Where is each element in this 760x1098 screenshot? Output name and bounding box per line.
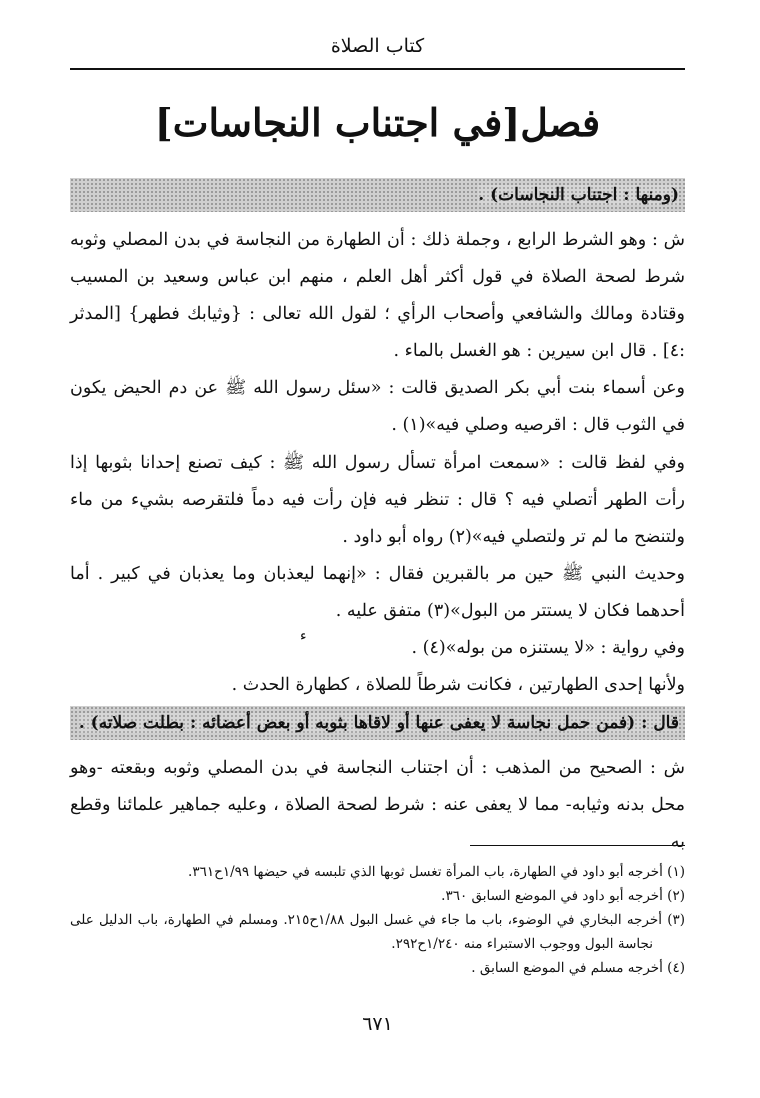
hadith-paragraph: وفي لفظ قالت : «سمعت امرأة تسأل رسول الله ﷺ : كيف تصنع إحدانا بثوبها إذا رأت الطهر أتصلي فيه ؟ قال : تنظر فيه فإن رأت فيه دماً فلتقرصه بشيء من ماء ولتنضح ما لم تر ولتصلي فيه»(٢) رواه أبو داود . [70, 453, 685, 547]
narration-line [70, 630, 685, 667]
narration-text: وفي رواية : «لا يستنزه من بوله»(٤) . [411, 638, 685, 658]
matn-band [70, 178, 685, 212]
hadith-paragraph: وحديث النبي ﷺ حين مر بالقبرين فقال : «إنهما ليعذبان وما يعذبان في كبير . أما أحدهما فكان لا يستتر من البول»(٣) متفق عليه . [70, 564, 685, 621]
page-number: ٦٧١ [362, 1013, 393, 1035]
footnotes [70, 860, 685, 980]
matn-band [70, 706, 685, 740]
matn-text: قال : (فمن حمل نجاسة لا يعفى عنها أو لاقاها بثوبه أو بعض أعضائه : بطلت صلاته) . [78, 713, 679, 733]
commentary-paragraph: ش : الصحيح من المذهب : أن اجتناب النجاسة في بدن المصلي وثوبه وبقعته -وهو محل بدنه وثيابه- مما لا يعفى عنه : شرط لصحة الصلاة ، وعليه جماهير علمائنا وقطع به [70, 758, 685, 852]
footnote: (٤) أخرجه مسلم في الموضع السابق . [471, 960, 685, 976]
chapter-title: فصل[في اجتناب النجاسات] [154, 100, 601, 145]
hadith-paragraph: وعن أسماء بنت أبي بكر الصديق قالت : «سئل رسول الله ﷺ عن دم الحيض يكون في الثوب قال : اقرصيه وصلي فيه»(١) . [70, 378, 685, 435]
footnote: (١) أخرجه أبو داود في الطهارة، باب المرأة تغسل ثوبها الذي تلبسه في حيضها ١/٩٩ح٣٦١. [188, 864, 685, 880]
stray-mark: ء [300, 628, 307, 644]
running-title: كتاب الصلاة [330, 35, 425, 57]
reasoning-line: ولأنها إحدى الطهارتين ، فكانت شرطاً للصلاة ، كطهارة الحدث . [231, 675, 685, 695]
commentary-paragraph: ش : وهو الشرط الرابع ، وجملة ذلك : أن الطهارة من النجاسة في بدن المصلي وثوبه شرط لصحة الصلاة في قول أكثر أهل العلم ، منهم ابن عباس وسعيد بن المسيب وقتادة ومالك والشافعي وأصحاب الرأي ؛ لقول الله تعالى : {وثيابك فطهر} [المدثر :٤] . قال ابن سيرين : هو الغسل بالماء . [70, 230, 685, 361]
header-rule [70, 68, 685, 70]
matn-text: (ومنها : اجتناب النجاسات) . [478, 185, 679, 205]
footnote: (٣) أخرجه البخاري في الوضوء، باب ما جاء في غسل البول ١/٨٨ح٢١٥. ومسلم في الطهارة، باب الدليل على نجاسة البول ووجوب الاستبراء منه ١/٢٤٠ح٢٩٢. [70, 912, 686, 952]
footnote: (٢) أخرجه أبو داود في الموضع السابق ٣٦٠. [441, 888, 685, 904]
footnote-rule [470, 845, 685, 846]
